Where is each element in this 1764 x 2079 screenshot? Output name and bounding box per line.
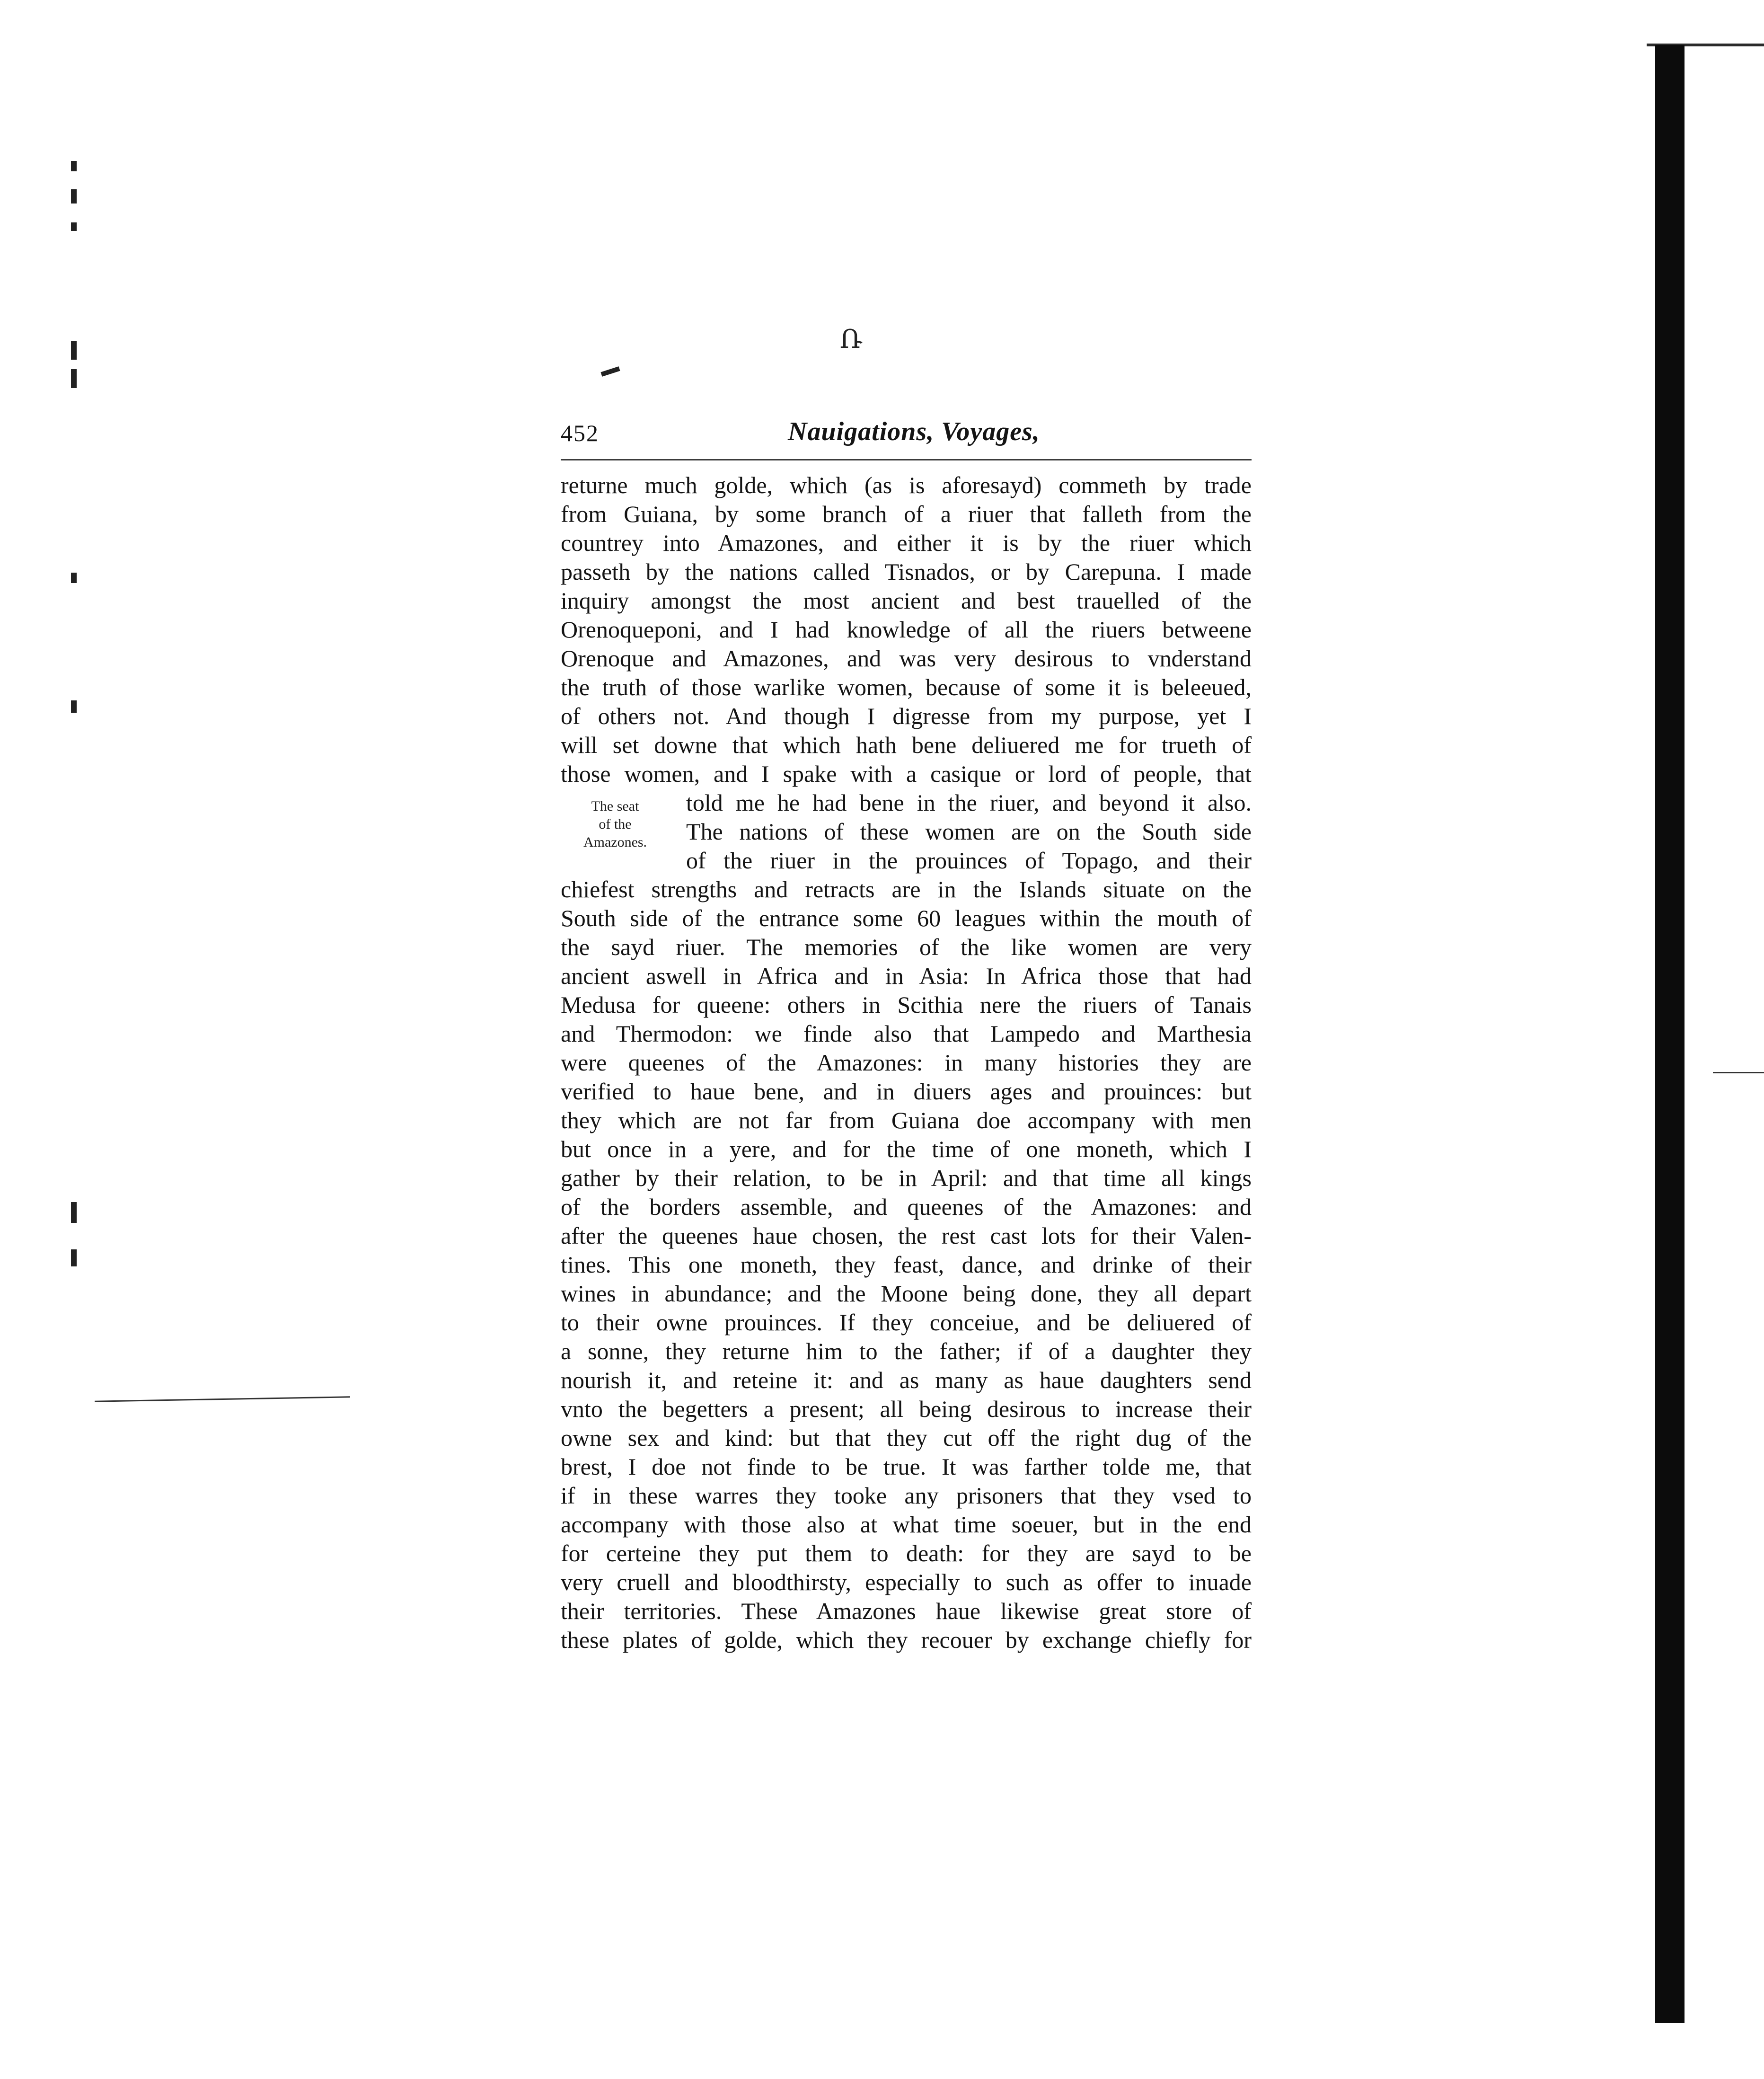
- text-line: Orenoque and Amazones, and was very desirous to vnderstand: [561, 645, 1252, 672]
- text-line: brest, I doe not finde to be true. It was farther tolde me, that: [561, 1453, 1252, 1480]
- scan-edge-bar: [1655, 45, 1685, 2023]
- text-line: chiefest strengths and retracts are in the Islands situate on the: [561, 876, 1252, 902]
- text-line: ancient aswell in Africa and in Asia: In Africa those that had: [561, 963, 1252, 989]
- text-line: gather by their relation, to be in April: and that time all kings: [561, 1165, 1252, 1191]
- scan-margin-marks: [71, 0, 99, 2079]
- text-line: returne much golde, which (as is aforesayd) commeth by trade: [561, 472, 1252, 498]
- text-line: Orenoqueponi, and I had knowledge of all the riuers betweene: [561, 616, 1252, 643]
- text-line: to their owne prouinces. If they conceiue, and be deliuered of: [561, 1309, 1252, 1336]
- text-line: wines in abundance; and the Moone being done, they all depart: [561, 1280, 1252, 1307]
- text-line: a sonne, they returne him to the father; if of a daughter they: [561, 1338, 1252, 1364]
- text-line: told me he had bene in the riuer, and beyond it also.: [686, 789, 1252, 816]
- text-line: of the riuer in the prouinces of Topago, and their: [686, 847, 1252, 874]
- text-line: owne sex and kind: but that they cut off the right dug of the: [561, 1424, 1252, 1451]
- text-line: and Thermodon: we finde also that Lampedo and Marthesia: [561, 1020, 1252, 1047]
- text-line: were queenes of the Amazones: in many histories they are: [561, 1049, 1252, 1076]
- text-line: very cruell and bloodthirsty, especially to such as offer to inuade: [561, 1569, 1252, 1595]
- text-line: vnto the begetters a present; all being desirous to increase their: [561, 1396, 1252, 1422]
- text-line: from Guiana, by some branch of a riuer that falleth from the: [561, 501, 1252, 527]
- running-title: Nauigations, Voyages,: [788, 417, 1040, 446]
- text-line: but once in a yere, and for the time of one moneth, which I: [561, 1136, 1252, 1162]
- text-line: they which are not far from Guiana doe accompany with men: [561, 1107, 1252, 1133]
- text-line: the sayd riuer. The memories of the like women are very: [561, 934, 1252, 960]
- margin-note-line: The seat: [591, 798, 639, 814]
- margin-note-line: of the: [599, 816, 632, 832]
- text-line: South side of the entrance some 60 leagues within the mouth of: [561, 905, 1252, 931]
- text-line: countrey into Amazones, and either it is by the riuer which: [561, 530, 1252, 556]
- ink-mark: [600, 366, 620, 377]
- ornament-mark: Ռ: [840, 325, 863, 354]
- page-number: 452: [561, 420, 599, 446]
- page-header: [561, 416, 1252, 450]
- text-line: of others not. And though I digresse from my purpose, yet I: [561, 703, 1252, 729]
- body-text: [561, 471, 1252, 1654]
- text-line: accompany with those also at what time soeuer, but in the end: [561, 1511, 1252, 1538]
- text-line: nourish it, and reteine it: and as many as haue daughters send: [561, 1367, 1252, 1393]
- text-line: Medusa for queene: others in Scithia nere the riuers of Tanais: [561, 991, 1252, 1018]
- text-line: after the queenes haue chosen, the rest cast lots for their Valen-: [561, 1222, 1252, 1249]
- text-line: their territories. These Amazones haue likewise great store of: [561, 1598, 1252, 1624]
- text-line: for certeine they put them to death: for they are sayd to be: [561, 1540, 1252, 1566]
- text-line: The nations of these women are on the South side: [686, 818, 1252, 845]
- text-line: verified to haue bene, and in diuers ages and prouinces: but: [561, 1078, 1252, 1105]
- text-line: if in these warres they tooke any prisoners that they vsed to: [561, 1482, 1252, 1509]
- margin-note-line: Amazones.: [583, 834, 647, 850]
- text-line: inquiry amongst the most ancient and best trauelled of the: [561, 587, 1252, 614]
- text-line: will set downe that which hath bene deliuered me for trueth of: [561, 732, 1252, 758]
- header-rule: [561, 459, 1252, 460]
- text-line: of the borders assemble, and queenes of the Amazones: and: [561, 1194, 1252, 1220]
- text-line: passeth by the nations called Tisnados, or by Carepuna. I made: [561, 558, 1252, 585]
- scan-line-right: [1713, 1072, 1764, 1073]
- text-line: tines. This one moneth, they feast, dance, and drinke of their: [561, 1251, 1252, 1278]
- text-line: these plates of golde, which they recouer by exchange chiefly for: [561, 1627, 1252, 1653]
- text-line: the truth of those warlike women, because of some it is beleeued,: [561, 674, 1252, 700]
- scan-line-left: [95, 1396, 350, 1402]
- text-line: those women, and I spake with a casique or lord of people, that: [561, 761, 1252, 787]
